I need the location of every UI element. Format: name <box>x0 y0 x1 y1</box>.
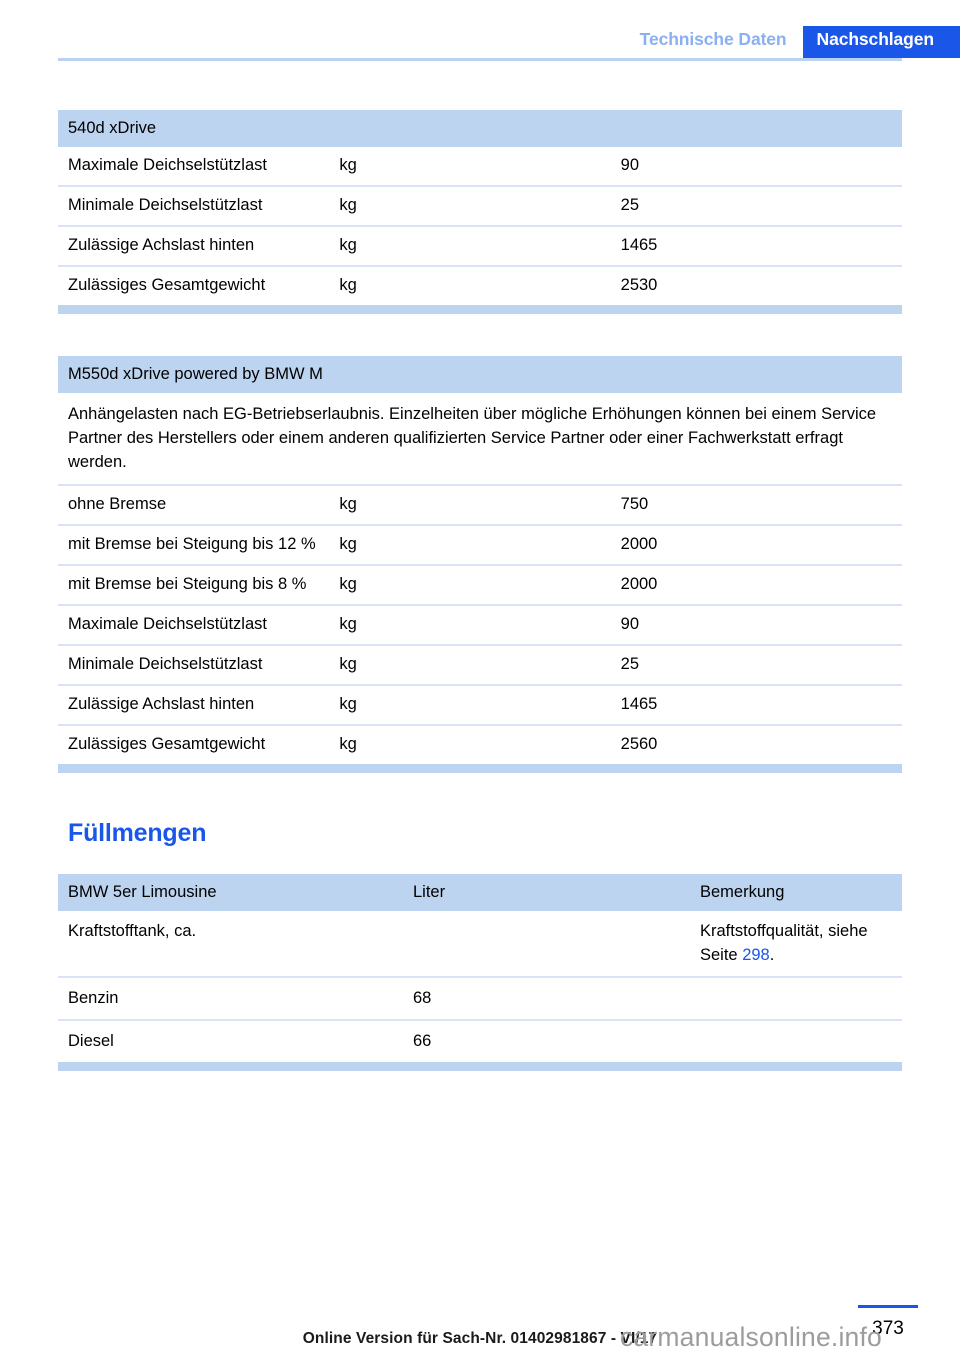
row-unit: kg <box>339 276 357 294</box>
row-value: 750 <box>621 485 902 525</box>
header-tabs <box>624 26 960 58</box>
row-value: 2530 <box>620 276 658 294</box>
table-row <box>58 226 902 266</box>
row-unit: kg <box>339 565 620 605</box>
column-header-liter: Liter <box>413 874 700 911</box>
footer-accent-rule <box>858 1305 918 1308</box>
note-text-suffix: . <box>769 946 775 964</box>
table-title: 540d xDrive <box>58 110 902 147</box>
fuel-capacity-table <box>58 874 902 1062</box>
spec-table-m550d <box>58 356 902 764</box>
table-row <box>58 266 902 305</box>
table-bottom-bar <box>58 764 902 773</box>
tab-technische-daten[interactable]: Technische Daten <box>639 29 787 49</box>
table-row <box>58 685 902 725</box>
row-label: Diesel <box>68 1032 114 1050</box>
row-liter <box>413 911 700 977</box>
table-row <box>58 725 902 764</box>
section-heading-fuellmengen: Füllmengen <box>68 819 207 847</box>
table-row <box>58 485 902 525</box>
row-unit: kg <box>339 605 620 645</box>
table-row <box>58 525 902 565</box>
row-label: Zulässiges Gesamtgewicht <box>68 735 266 753</box>
row-label: Benzin <box>58 977 413 1020</box>
row-unit: kg <box>339 485 620 525</box>
table-spacer <box>58 314 902 356</box>
row-note <box>700 911 902 977</box>
row-label: Maximale Deichselstützlast <box>58 605 339 645</box>
table-row <box>58 147 902 186</box>
table-header-row <box>58 874 902 911</box>
spec-table-540d <box>58 110 902 305</box>
row-unit: kg <box>339 735 357 753</box>
page-number: 373 <box>872 1318 904 1339</box>
row-label: ohne Bremse <box>58 485 339 525</box>
row-unit: kg <box>339 226 620 266</box>
table-header-row <box>58 110 902 147</box>
row-liter: 68 <box>413 977 700 1020</box>
table-title: M550d xDrive powered by BMW M <box>58 356 902 393</box>
table-note-row <box>58 393 902 485</box>
row-label: Minimale Deichselstützlast <box>58 186 339 226</box>
row-value: 2560 <box>620 735 658 753</box>
online-version-note: Online Version für Sach-Nr. 01402981867 - VI/17 <box>302 1330 658 1347</box>
row-value: 1465 <box>621 226 902 266</box>
row-value: 1465 <box>621 685 902 725</box>
row-value: 25 <box>621 645 902 685</box>
row-unit: kg <box>339 685 620 725</box>
header-divider-rule <box>58 58 902 61</box>
row-value: 2000 <box>621 525 902 565</box>
page-content <box>58 110 902 1071</box>
row-label: Zulässige Achslast hinten <box>58 685 339 725</box>
row-label: Minimale Deichselstützlast <box>58 645 339 685</box>
row-liter: 66 <box>413 1032 432 1050</box>
tab-nachschlagen[interactable]: Nachschlagen <box>803 26 960 58</box>
table-bottom-bar <box>58 1062 902 1071</box>
table-header-row <box>58 356 902 393</box>
row-label: Zulässige Achslast hinten <box>58 226 339 266</box>
watermark: carmanualsonline.info <box>620 1322 882 1352</box>
row-unit: kg <box>339 645 620 685</box>
page-footer <box>0 1290 960 1362</box>
table-row <box>58 605 902 645</box>
table-row <box>58 565 902 605</box>
table-row <box>58 186 902 226</box>
table-row <box>58 645 902 685</box>
page-header <box>0 0 960 58</box>
row-value: 25 <box>621 186 902 226</box>
row-unit: kg <box>339 525 620 565</box>
row-note <box>700 977 902 1020</box>
row-label: Kraftstofftank, ca. <box>58 911 413 977</box>
page-reference-link[interactable]: 298 <box>742 946 770 964</box>
row-label: Zulässiges Gesamtgewicht <box>68 276 266 294</box>
row-value: 2000 <box>621 565 902 605</box>
column-header-bemerkung: Bemerkung <box>700 874 902 911</box>
note-text: Kraftstoffqualität, siehe Seite <box>700 922 868 964</box>
row-label: mit Bremse bei Steigung bis 8 % <box>58 565 339 605</box>
column-header-name: BMW 5er Limousine <box>58 874 413 911</box>
row-note <box>700 1020 902 1062</box>
row-value: 90 <box>621 605 902 645</box>
table-bottom-bar <box>58 305 902 314</box>
row-label: Maximale Deichselstützlast <box>58 147 339 186</box>
table-row <box>58 977 902 1020</box>
row-label: mit Bremse bei Steigung bis 12 % <box>58 525 339 565</box>
table-row <box>58 1020 902 1062</box>
row-unit: kg <box>339 147 620 186</box>
table-row <box>58 911 902 977</box>
table-note-text: Anhängelasten nach EG-Betriebserlaubnis. Einzelheiten über mögliche Erhöhungen können bei einem Service Partner des Herstellers oder einem anderen qualifizierten Service Partner oder einer Fachwerkstatt erfragt werden. <box>58 393 902 485</box>
row-value: 90 <box>621 147 902 186</box>
row-unit: kg <box>339 186 620 226</box>
